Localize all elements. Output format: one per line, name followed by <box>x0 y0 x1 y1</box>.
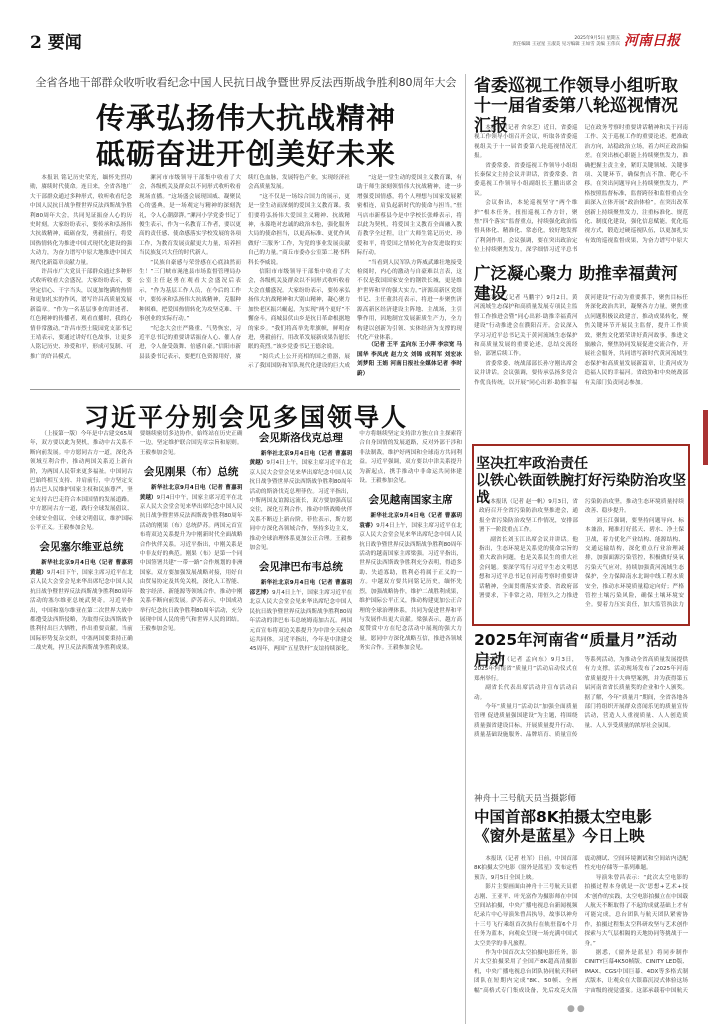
film-kicker: 神舟十三号航天员当摄影师 <box>474 794 577 804</box>
reporter-credits: （记者 王平 孟向东 王小萍 李宗宽 马国华 李凤虎 赵力文 刘锦 成利军 刘宏冰 刘梦阳 王娟 河南日报社全媒体记者 李时蔚） <box>357 342 462 377</box>
section-divider <box>30 389 460 390</box>
headline-line: 坚决扛牢政治责任 <box>476 456 588 472</box>
column-divider <box>465 74 466 1024</box>
byline: 新华社北京9月4日电（记者 曹嘉玥 邵艺博） <box>249 580 353 596</box>
paragraph: 本报讯（记者 赵一帆）9月3日，省政府召开全省污染防治攻坚推进会，通报全省污染防治攻坚工作情况，安排部署下一阶段重点工作。 <box>479 499 578 534</box>
paragraph: 副省长刘玉江出席会议并讲话。他指出，生态环境是关系党的使命宗旨的重大政治问题，也是关系民生的重大社会问题。要深学笃行习近平生态文明思想和习近平总书记在河南考察时重要讲话精神，全面贯彻落实省委、省政府部署要求，下非常之功，用恒久之力推进污染防治攻坚，推动生态环境质量持续改善、稳步提升。 <box>479 499 684 600</box>
subhead-vietnam: 会见越南国家主席 <box>368 494 453 507</box>
paragraph: 作为中国首次太空拍摄电影任务，影片太空拍摄采用了全国产8K超高清摄影机，中央广播电视总台团队协同航天科研团队在短期内完成“8K、50帧、全画幅”高格式专门集成设备，先后攻克火箭震动测试、空间环境测试和空间站内适配性充电存储等一系列难题。 <box>474 856 688 994</box>
headline-line: 《窗外是蓝星》今日上映 <box>474 827 645 845</box>
red-edge-marker <box>703 410 708 465</box>
quality-month-headline: 2025年河南省“质量月”活动启动 <box>474 631 678 669</box>
paragraph: 漯河市市级领导干部集中收看了大会，各级机关及群众以不同形式收听收看现场直播。“这场盛会展现国威、凝聚民心的盛典，是一场观定与精神的深刻洗礼，令人心潮澎湃。”漯河小学党委书记丁俊生表示，作为一名教育工作者，要以更高的责任感、使命感落实学校发展的各项工作，为教育发展贡献更大力量，培养担当民族复兴大任的时代新人。 <box>139 175 241 257</box>
paragraph: 今年“质量月”活动以“加强全面质量管理 促进质量强国建设”为主题，将围绕质量强省建设目标，开展质量提升行动、质量基础设施服务、品牌培育、质量宣传等系列活动，为推动全省高质量发展提供有力支撑。活动现场发布了2025年河南省质量提升十大典型案例，并为获得第五届河南省省长质量奖的企业和个人颁奖。据了解，今年“质量月”期间，全省各地各部门将组织开展群众喜闻乐见的质量宣传活动，营造人人重视质量、人人创造质量、人人享受质量的浓厚社会氛围。 <box>474 657 688 739</box>
editor-credits: 责任编辑 王冠星 王淑美 见习编辑 王如雪 美编 王伟宾 <box>512 42 620 47</box>
paragraph: 许昌市广大党员干部群众通过多种形式收听收看大会盛况。大家纷纷表示，要坚定信心、干字当头，以更加饱满的热情和更加扎实的作风，谱写许昌高质量发展新篇章。“作为一名基层事业的讲述者、红色精神的传播者，观看直播时，我的心情非常激动。”许昌市烈士陵园党支部书记王靖表示，要通过讲好红色故事，让更多人铭记历史、珍爱和平，形成可复制、可推广的许昌模式。 <box>30 269 132 360</box>
paragraph: 省委常委、统战部部长孙守刚出席会议并讲话。会议强调，要传承弘扬多党合作优良传统，以开展“同心出彩·助推幸福黄河建设”行动为重要抓手，聚焦目标任务深化政治共识，凝聚各方力量，聚焦重点问题积极议政建言，推动成果转化，聚焦关键环节开展民主监督，提升工作质效，聚焦文化繁荣讲好黄河故事，推进文旅融合，聚焦协同发展促进交流合作，开展社会服务，共同谱写新时代黄河流域生态保护和高质量发展新篇章，让黄河成为造福人民的幸福河。省政协和中央统战部有关部门负责同志参加。 <box>474 295 688 386</box>
paragraph: 本报讯（记者 杜军）日前，中国首部8K拍摄太空电影《窗外是蓝星》发布定档预告，9月5日全国上映。 <box>474 856 578 881</box>
quality-month-body <box>474 656 688 784</box>
lead-article-body <box>30 174 350 379</box>
xi-headline: 习近平分别会见多国领导人 <box>83 403 408 432</box>
headline-line: 以铁心铁面铁腕打好污染防治攻坚战 <box>476 473 686 506</box>
lead-headline-line1: 传承弘扬伟大抗战精神 <box>95 101 396 135</box>
subhead-zimbabwe: 会见津巴布韦总统 <box>258 561 343 574</box>
paragraph: 9月4日下午，国家主席习近平在北京人民大会堂会见来华出席纪念中国人民抗日战争暨世界反法西斯战争胜利80周年活动的塞尔维亚总统武契奇。习近平指出，中国和塞尔维亚在第二次世界大战中都遭受法西斯侵略，为取得反法西斯战争胜利付出巨大牺牲，作出重要贡献。当前国际形势复杂交织，中塞两国要秉持正确二战史观，捍卫反法西斯战争胜利成果。要继续密切多边协作，始终站在历史正确一边，坚定维护联合国宪章宗旨和原则。王毅参加会见。 <box>30 431 243 652</box>
paragraph: “这是一堂生动的爱国主义教育课，有助于师生深刻领悟伟大抗战精神，进一步增强爱国情感，将个人理想与国家发展紧密相连，肩负起新时代的使命与担当。”驻马店市新蔡县今是中学校长张峰表示，将以此为契机，将爱国主义教育全面融入教育教学全过程，让广大师生铭记历史、珍爱和平，将爱国之情转化为奋发进取的实际行动。 <box>357 175 462 257</box>
paragraph: 本报讯（记者 孟向东）9月3日，2025年河南省“质量月”活动启动仪式在郑州举行。 <box>474 657 578 682</box>
headline-line: 十一届省委第八轮巡视情况汇报 <box>474 96 678 136</box>
byline: 新华社北京9月4日电（记者 曹嘉玥 袁睿） <box>359 513 462 529</box>
headline-line: 省委巡视工作领导小组听取 <box>474 76 678 96</box>
paragraph: 信阳市市级领导干部集中收看了大会，各级机关及群众以不同形式收听收看大会直播盛况。大家纷纷表示，要传承弘扬伟大抗战精神和大别山精神，凝心聚力加快老区振兴崛起，为实现“两个更好”不懈奋斗。商城县伏山乡是抗日革命根据地的家乡。“我们将高举先辈旗帜，鲜明奋进，勇毅前行，用改革发展新成果告慰长眠的英烈。”该乡党委书记王德余说。 <box>248 269 350 351</box>
masthead-meta <box>512 36 620 48</box>
paragraph: 导演朱曾昌表示：“此次太空电影的拍摄过程本身就是一次‘思想+艺术+技术’创作的实践，太空电影拍摄立在中国载人航天不断取得了不起的成就基础上才有可能完成，总台团队与航天团队紧密协作，拍摄过程集太空科研攻坚与艺术创作探索与大气层相隔的天地协同等挑战于一身。” <box>584 874 688 947</box>
paragraph: 省委常委、省委巡视工作领导小组组长秦保文主持会议并讲话，省委常委、省委巡视工作领导小组副组长王鹏出席会议。 <box>474 162 578 197</box>
paragraph: 本报讯 铭记历史荣光，缅怀先烈功勋，赓续时代使命。连日来，全省各地广大干部群众通过多种形式，收听收看纪念中国人民抗日战争暨世界反法西斯战争胜利80周年大会，共同见证振奋人心的历史时刻。大家纷纷表示，要传承和弘扬伟大抗战精神，砥砺奋发，勇毅前行，将爱国热情转化为推进中国式现代化建设的强大动力，为奋力谱写中原大地推进中国式现代化新篇章贡献力量。 <box>30 175 132 266</box>
inspection-body <box>474 124 688 256</box>
paragraph: 影片主要画面由神舟十三号航天员翟志刚、王亚平、叶光富作为摄影师在中国空间站拍摄，中央广播电视总台新闻视频纪录片中心导演朱曾昌执导，故事以神舟十三号飞行乘组首次执行在轨驻留6个月任务为蓝本，向观众呈现一场充满中国式太空美学的非凡旅程。 <box>474 884 578 947</box>
paragraph: 副省长代表出席活动并宣布活动启动。 <box>474 685 578 701</box>
byline: 新华社北京9月4日电（记者 曹嘉玥 黄越） <box>139 485 243 501</box>
pollution-body <box>479 498 684 620</box>
paragraph: “纪念大会庄严隆重、气势恢宏，习近平总书记的重要讲话振奋人心、催人奋进，令人备受鼓舞、倍感自豪。”信阳市新县县委书记表示，要把红色资源用好，赓续红色血脉，发展特色产业，实现经济社会高质量发展。 <box>139 175 350 360</box>
subhead-serbia: 会见塞尔维亚总统 <box>39 541 124 554</box>
film-headline <box>474 808 690 846</box>
paragraph: 9月4日上午，国家主席习近平在北京人民大会堂会见来华出席纪念中国人民抗日战争暨世界反法西斯战争胜利80周年活动的越南国家主席梁强。习近平指出，世界反法西斯战争胜利充分表明，得道多助、失道寡助，胜利必将属于正义的一方。中越双方要共同铭记历史，缅怀先烈，加强战略协作，维护二战胜利成果，维护国际公平正义，推动构建更加公正合理的全球治理体系，共同为促进世界和平与发展作出更大贡献。梁强表示，越方高度赞赏中方在纪念活动中展现的强大力量，愿同中方深化战略互信，推进各领域务实合作。王毅参加会见。 <box>359 522 462 652</box>
issue-date: 2025年9月5日 星期五 <box>574 36 620 41</box>
film-body <box>474 855 688 1001</box>
paragraph: 刘玉江强调，要坚持问题导向、标本兼治，精准打好蓝天、碧水、净土保卫战，着力优化产业结构、能源结构、交通运输结构，深化重点行业治理减排，加强面源污染管控，积极做好臭氧污染天气应对，持续加强黄河流域生态保护，全力保障南水北调中线工程水质安全，推动水环境质量稳定向好；严格管控土壤污染风险，确保土壤环境安全。要着力压实责任，加大监管执法力 <box>585 517 684 609</box>
end-ornament: ●● <box>567 1004 587 1014</box>
subhead-slovakia: 会见斯洛伐克总理 <box>258 432 343 444</box>
paragraph: 9月4日中午，国家主席习近平在北京人民大会堂会见来华出席纪念中国人民抗日战争暨世界反法西斯战争胜利80周年活动的刚果（布）总统萨苏。两国元首宣布将双边关系提升为中刚新时代全面战略合作伙伴关系。习近平指出，中刚关系是中非友好的典范。刚果（布）是第一个同中国签署共建“一带一路”合作规划的非洲国家。双方要加强发展战略对接，用好自由贸易协定及其免关税，深化人工智能、数字经济、新能源等领域合作，推动中刚关系不断向前发展。萨苏表示，中国成功举行纪念抗日战争胜利80周年活动，充分展现中国人民的勇气和世界人民的团结。王毅参加会见。 <box>139 494 243 633</box>
byline: 新华社北京9月4日电（记者 曹嘉玥 黄越） <box>30 560 133 576</box>
paragraph: 本报讯（记者 马鹏宇）9月2日，黄河流域生态保护和高质量发展专项民主监督工作推进会暨“同心出彩·助推幸福黄河建设”行动推进会在濮阳召开。会议深入学习习近平总书记关于黄河流域生态保护和高质量发展的重要论述，总结交流经验，部署后续工作。 <box>474 295 578 358</box>
lead-kicker: 全省各地干部群众收听收看纪念中国人民抗日战争暨世界反法西斯战争胜利80周年大会 <box>35 76 457 89</box>
yellow-river-body <box>474 294 688 434</box>
paragraph: 本报讯（记者 舍奈芝）近日，省委巡视工作领导小组召开会议，听取各省委巡视组关于十一届省委第八轮巡视情况汇报。 <box>474 125 578 160</box>
lead-headline-line2: 砥砺奋进开创美好未来 <box>95 137 396 171</box>
paragraph: “民族自豪感与荣誉感在心底油然而生！”三门峡市渑池县市场监督管理局办公室主任赵勇在观看大会盛况后表示，“作为基层工作人员，在今后的工作中，要传承和弘扬伟大抗战精神，克服种种困难，把爱国热情转化为攻坚克难、干事创业的实际行动。” <box>139 259 241 323</box>
headline-line: 中国首部8K拍摄太空电影 <box>474 808 652 826</box>
paragraph: 9月4日上午，国家主席习近平在北京人民大会堂会见来华出席纪念中国人民抗日战争暨世界反法西斯战争胜利80周年活动的斯洛伐克总理菲佐。习近平指出，中斯两国友谊源远流长，双方要加强高层交往，深化互利合作，推动中斯战略伙伴关系不断迈上新台阶。菲佐表示，斯方愿同中方深化各领域合作，坚持多边主义，推动全球治理体系更加公正合理。王毅参加会见。 <box>249 460 353 552</box>
paragraph: 9月4日上午，国家主席习近平在北京人民大会堂会见来华出席纪念中国人民抗日战争暨世界反法西斯战争胜利80周年活动的津巴布韦总统姆南加古瓦。两国元首宣布将双边关系提升为中津全天候命运共同体。习近平指出，今年是中津建交45周年，两国“五星铁杆”友谊持续深化。中方将继续坚定支持津方独立自主探索符合自身国情的发展道路，反对外部干涉和非法制裁，维护好两国和全球南方共同利益。习近平强调，双方要以中津关系提升为新起点，携手推动中非命运共同体建设。王毅参加会见。 <box>249 431 462 653</box>
lead-article-last-column <box>357 174 462 379</box>
newspaper-logo: 河南日报 <box>624 33 680 49</box>
paragraph: 会议指出，本轮巡视坚守“两个维护”根本任务，扭扭巡视工作方针，聚焦“四个落实”监督重点，持续强化政治监督具体化、精准化、常态化，较好地发挥了利剑作用。会议强调，要在突出政治定位上持续聚焦发力，深学细悟习近平总书记在政务考察时重要讲话精神和关于河南工作、关于巡视工作的重要论述，把准政治方向，站稳政治立场，着力纠正政治偏差。在突出核心职能上持续聚焦发力，准确把握主责主业，紧盯关键领域、关键事项、关键环节，确保焦点不散、靶心不移。在突出问题导向上持续聚焦发力，严格按照监督标准，监督跨径和监督重点全面深入立体开展“政治体检”。在突出改革创新上持续聚焦发力，注重标准化、规范化、制度化建设，强化信息赋能，优化巡视方式，锻造过硬巡视队伍，以更加扎实有效的巡视监督成果，为奋力谱写中原大 <box>474 125 688 254</box>
yellow-river-headline: 广泛凝心聚力 助推幸福黄河建设 <box>474 264 678 303</box>
page-section-label: 2 要闻 <box>30 33 82 53</box>
subhead-congo: 会见刚果（布）总统 <box>143 466 239 479</box>
paragraph: 据悉，《窗外是蓝星》将同步制作CINITY巨幕4K50帧版、CINITY LED版、IMAX、CGS中国巨幕、4DX等多格式制式版本，让观众在大银幕沉浸式体验这场宇宙级的视觉盛宴。这部承载着中国航天 <box>584 950 688 994</box>
paragraph: （上接第一版）今年是中古建交65周年，双方要以此为契机，推动中古关系不断向前发展。中方愿同古方一道，深化各领域互利合作，推动两国关系迈上新台阶，为两国人民带来更多福祉。中国同古巴始终相互支持、并肩前行，中方坚定支持古巴人民维护国家主权和民族尊严，坚定支持古巴走符合本国国情的发展道路。中方愿同古方一道，践行全球发展倡议、全球安全倡议、全球文明倡议，维护国际公平正义。王毅参加会见。 <box>30 431 133 532</box>
paragraph: “这不仅是一场综合国力的展示，更是一堂生动而深刻的爱国主义教育课。我们要将弘扬伟大爱国主义精神、抗战精神，永葆绝对忠诚的政治本色，强化服务大局的使命担当，以更高标准、更优作风做好‘三服务’工作，为党的事业发展贡献自己的力量。”商丘市委办公室第二秘书科科长李威说。 <box>248 193 350 266</box>
paragraph: “阅兵式上公开亮相的国之重器，展示了我国国防和军队现代化建设的巨大成 <box>248 353 350 370</box>
lead-article-last-column-text <box>357 174 462 341</box>
xi-article-body <box>30 430 462 1020</box>
byline: 新华社北京9月4日电（记者 曹嘉玥 黄越） <box>249 451 353 467</box>
paragraph: “当看到人民军队方阵威武雄壮地接受检阅时，内心的激动与自豪难以言表，这不仅是我国国家安全的钢铁长城，更是维护世界和平的强大实力。”济源高新区党组书记、主任董洪亮表示，将进一步聚焦济源高新区经济建设主阵地、主战场，主引擎作用，因地制宜发展新质生产力，全力构建以创新为引领、实体经济为支撑的现代化产业体系。 <box>357 259 462 341</box>
